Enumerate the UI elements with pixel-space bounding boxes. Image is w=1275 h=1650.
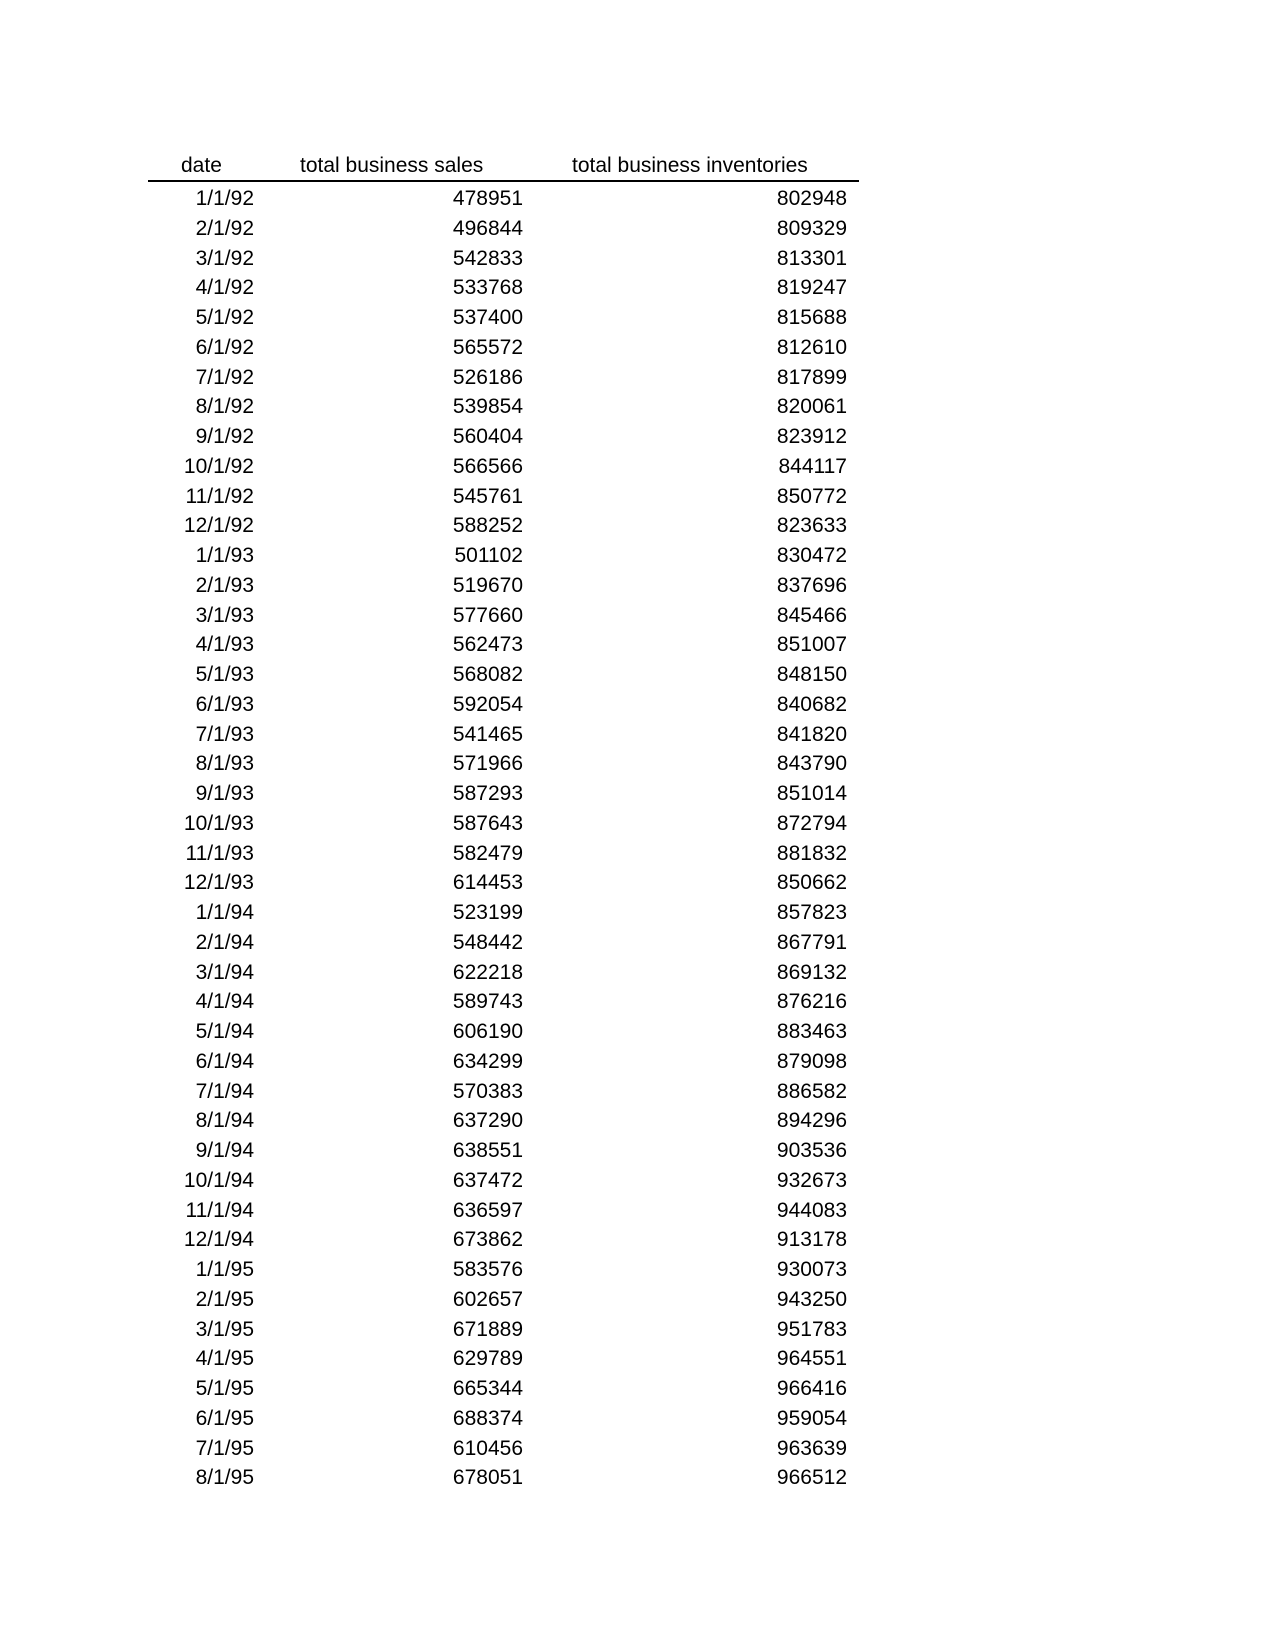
cell-date: 9/1/94 (195, 1139, 254, 1162)
cell-total-business-inventories: 894296 (776, 1109, 847, 1133)
table-row (148, 809, 859, 839)
cell-total-business-inventories: 809329 (776, 216, 847, 240)
cell-total-business-inventories: 813301 (776, 246, 847, 270)
header-total-business-sales: total business sales (300, 154, 484, 177)
cell-total-business-inventories: 812610 (776, 335, 847, 359)
cell-total-business-sales: 665344 (452, 1377, 523, 1400)
cell-total-business-sales: 634299 (452, 1049, 523, 1073)
cell-total-business-sales: 566566 (452, 454, 523, 478)
cell-total-business-inventories: 817899 (776, 365, 847, 389)
table-body (148, 184, 859, 1493)
cell-date: 9/1/92 (195, 425, 254, 448)
cell-total-business-sales: 496844 (452, 216, 523, 240)
cell-total-business-sales: 622218 (452, 960, 523, 984)
cell-total-business-sales: 636597 (452, 1198, 523, 1222)
cell-date: 7/1/93 (195, 722, 254, 746)
table-row (148, 1077, 859, 1107)
cell-date: 9/1/93 (195, 782, 254, 805)
cell-date: 8/1/95 (195, 1466, 254, 1490)
cell-date: 10/1/92 (183, 454, 254, 478)
cell-total-business-inventories: 903536 (776, 1139, 847, 1162)
cell-total-business-inventories: 883463 (776, 1020, 847, 1043)
table-row (148, 1344, 859, 1374)
cell-total-business-inventories: 840682 (776, 692, 847, 716)
cell-total-business-sales: 571966 (452, 752, 523, 776)
cell-total-business-sales: 587643 (452, 811, 523, 835)
cell-total-business-inventories: 830472 (776, 544, 847, 567)
cell-total-business-sales: 533768 (452, 276, 523, 300)
table-row (148, 1225, 859, 1255)
table-row (148, 1285, 859, 1315)
table-row (148, 958, 859, 988)
cell-total-business-sales: 582479 (452, 841, 523, 865)
cell-date: 4/1/95 (195, 1347, 254, 1371)
cell-date: 7/1/94 (195, 1079, 254, 1103)
cell-total-business-inventories: 851014 (776, 782, 847, 805)
cell-total-business-inventories: 913178 (776, 1228, 847, 1252)
cell-total-business-inventories: 815688 (776, 306, 847, 329)
cell-date: 4/1/93 (195, 633, 254, 657)
data-table (148, 150, 859, 1493)
cell-total-business-sales: 526186 (452, 365, 523, 389)
cell-total-business-sales: 565572 (452, 335, 523, 359)
cell-total-business-inventories: 876216 (776, 990, 847, 1014)
table-row (148, 571, 859, 601)
cell-total-business-inventories: 886582 (776, 1079, 847, 1103)
table-row (148, 1434, 859, 1464)
cell-total-business-inventories: 851007 (776, 633, 847, 657)
table-row (148, 392, 859, 422)
cell-total-business-sales: 587293 (452, 782, 523, 805)
cell-date: 2/1/94 (195, 930, 254, 954)
cell-date: 6/1/92 (195, 335, 254, 359)
cell-total-business-inventories: 802948 (776, 187, 847, 210)
cell-date: 5/1/95 (195, 1377, 254, 1400)
cell-date: 8/1/92 (195, 395, 254, 419)
cell-total-business-inventories: 869132 (776, 960, 847, 984)
cell-total-business-sales: 539854 (452, 395, 523, 419)
cell-total-business-sales: 588252 (452, 514, 523, 538)
cell-total-business-sales: 602657 (452, 1287, 523, 1311)
cell-date: 3/1/92 (195, 246, 254, 270)
cell-total-business-inventories: 881832 (776, 841, 847, 865)
table-row (148, 214, 859, 244)
cell-total-business-inventories: 850662 (776, 871, 847, 895)
table-row (148, 630, 859, 660)
cell-date: 7/1/92 (195, 365, 254, 389)
cell-total-business-inventories: 819247 (776, 276, 847, 300)
table-row (148, 511, 859, 541)
cell-total-business-inventories: 951783 (776, 1317, 847, 1341)
cell-total-business-inventories: 845466 (776, 603, 847, 627)
cell-date: 10/1/94 (183, 1168, 254, 1192)
table-row (148, 1255, 859, 1285)
table-row (148, 1047, 859, 1077)
table-row (148, 987, 859, 1017)
cell-date: 6/1/95 (195, 1406, 254, 1430)
cell-date: 2/1/92 (195, 216, 254, 240)
cell-date: 6/1/93 (195, 692, 254, 716)
cell-date: 7/1/95 (195, 1436, 254, 1460)
cell-total-business-sales: 638551 (452, 1139, 523, 1162)
header-total-business-inventories: total business inventories (572, 154, 808, 177)
cell-total-business-sales: 678051 (452, 1466, 523, 1490)
cell-total-business-sales: 671889 (452, 1317, 523, 1341)
table-row (148, 720, 859, 750)
table-row (148, 1196, 859, 1226)
cell-date: 12/1/92 (183, 514, 254, 538)
cell-date: 1/1/93 (195, 544, 254, 567)
table-row (148, 660, 859, 690)
cell-date: 2/1/93 (195, 573, 254, 597)
cell-total-business-sales: 545761 (452, 484, 523, 508)
table-row (148, 1017, 859, 1047)
cell-total-business-inventories: 966512 (776, 1466, 847, 1490)
cell-date: 5/1/94 (195, 1020, 254, 1043)
cell-total-business-inventories: 943250 (776, 1287, 847, 1311)
cell-total-business-sales: 637290 (452, 1109, 523, 1133)
cell-total-business-inventories: 848150 (776, 663, 847, 686)
cell-date: 1/1/92 (195, 187, 254, 210)
cell-total-business-inventories: 820061 (776, 395, 847, 419)
table-row (148, 422, 859, 452)
table-row (148, 184, 859, 214)
table-row (148, 779, 859, 809)
cell-total-business-inventories: 966416 (776, 1377, 847, 1400)
cell-total-business-sales: 592054 (452, 692, 523, 716)
cell-total-business-inventories: 872794 (776, 811, 847, 835)
table-row (148, 303, 859, 333)
table-row (148, 1404, 859, 1434)
cell-date: 11/1/92 (185, 484, 254, 508)
table-row (148, 1463, 859, 1493)
cell-date: 5/1/93 (195, 663, 254, 686)
cell-total-business-inventories: 844117 (778, 454, 847, 478)
table-row (148, 541, 859, 571)
cell-total-business-inventories: 879098 (776, 1049, 847, 1073)
table-row (148, 690, 859, 720)
cell-total-business-sales: 568082 (452, 663, 523, 686)
cell-date: 12/1/94 (183, 1228, 254, 1252)
cell-total-business-sales: 537400 (452, 306, 523, 329)
table-row (148, 452, 859, 482)
cell-total-business-inventories: 850772 (776, 484, 847, 508)
cell-total-business-inventories: 930073 (776, 1258, 847, 1281)
cell-date: 8/1/94 (195, 1109, 254, 1133)
cell-date: 4/1/94 (195, 990, 254, 1014)
cell-total-business-inventories: 959054 (776, 1406, 847, 1430)
cell-date: 1/1/95 (195, 1258, 254, 1281)
table-row (148, 244, 859, 274)
table-row (148, 333, 859, 363)
cell-total-business-sales: 548442 (452, 930, 523, 954)
cell-total-business-inventories: 963639 (776, 1436, 847, 1460)
cell-total-business-inventories: 964551 (776, 1347, 847, 1371)
cell-total-business-inventories: 823633 (776, 514, 847, 538)
cell-date: 8/1/93 (195, 752, 254, 776)
cell-total-business-sales: 577660 (452, 603, 523, 627)
cell-total-business-sales: 478951 (452, 187, 523, 210)
table-row (148, 1315, 859, 1345)
cell-total-business-sales: 688374 (452, 1406, 523, 1430)
cell-total-business-sales: 523199 (452, 901, 523, 924)
cell-total-business-sales: 610456 (452, 1436, 523, 1460)
cell-date: 1/1/94 (195, 901, 254, 924)
table-row (148, 1374, 859, 1404)
table-row (148, 868, 859, 898)
header-date: date (181, 154, 222, 177)
cell-total-business-inventories: 841820 (776, 722, 847, 746)
cell-total-business-sales: 583576 (452, 1258, 523, 1281)
table-row (148, 482, 859, 512)
cell-total-business-inventories: 932673 (776, 1168, 847, 1192)
table-row (148, 363, 859, 393)
cell-total-business-sales: 541465 (452, 722, 523, 746)
cell-date: 4/1/92 (195, 276, 254, 300)
cell-total-business-sales: 637472 (452, 1168, 523, 1192)
cell-date: 11/1/94 (185, 1198, 254, 1222)
cell-date: 3/1/93 (195, 603, 254, 627)
cell-date: 5/1/92 (195, 306, 254, 329)
cell-total-business-sales: 589743 (452, 990, 523, 1014)
table-row (148, 898, 859, 928)
cell-total-business-inventories: 944083 (776, 1198, 847, 1222)
table-row (148, 1166, 859, 1196)
cell-total-business-sales: 570383 (452, 1079, 523, 1103)
cell-date: 10/1/93 (183, 811, 254, 835)
cell-total-business-inventories: 867791 (776, 930, 847, 954)
table-row (148, 1136, 859, 1166)
table-header-row (148, 150, 859, 182)
cell-total-business-sales: 673862 (452, 1228, 523, 1252)
table-row (148, 273, 859, 303)
cell-total-business-inventories: 837696 (776, 573, 847, 597)
table-row (148, 1106, 859, 1136)
cell-total-business-sales: 629789 (452, 1347, 523, 1371)
cell-total-business-inventories: 843790 (776, 752, 847, 776)
cell-date: 3/1/95 (195, 1317, 254, 1341)
cell-total-business-sales: 562473 (452, 633, 523, 657)
table-row (148, 749, 859, 779)
cell-total-business-inventories: 823912 (776, 425, 847, 448)
cell-total-business-sales: 606190 (452, 1020, 523, 1043)
cell-date: 11/1/93 (185, 841, 254, 865)
table-row (148, 601, 859, 631)
cell-total-business-sales: 542833 (452, 246, 523, 270)
cell-total-business-sales: 501102 (454, 544, 523, 567)
cell-date: 6/1/94 (195, 1049, 254, 1073)
cell-total-business-sales: 519670 (452, 573, 523, 597)
table-row (148, 839, 859, 869)
cell-date: 2/1/95 (195, 1287, 254, 1311)
table-row (148, 928, 859, 958)
cell-total-business-inventories: 857823 (776, 901, 847, 924)
cell-date: 3/1/94 (195, 960, 254, 984)
cell-total-business-sales: 560404 (452, 425, 523, 448)
cell-total-business-sales: 614453 (452, 871, 523, 895)
cell-date: 12/1/93 (183, 871, 254, 895)
